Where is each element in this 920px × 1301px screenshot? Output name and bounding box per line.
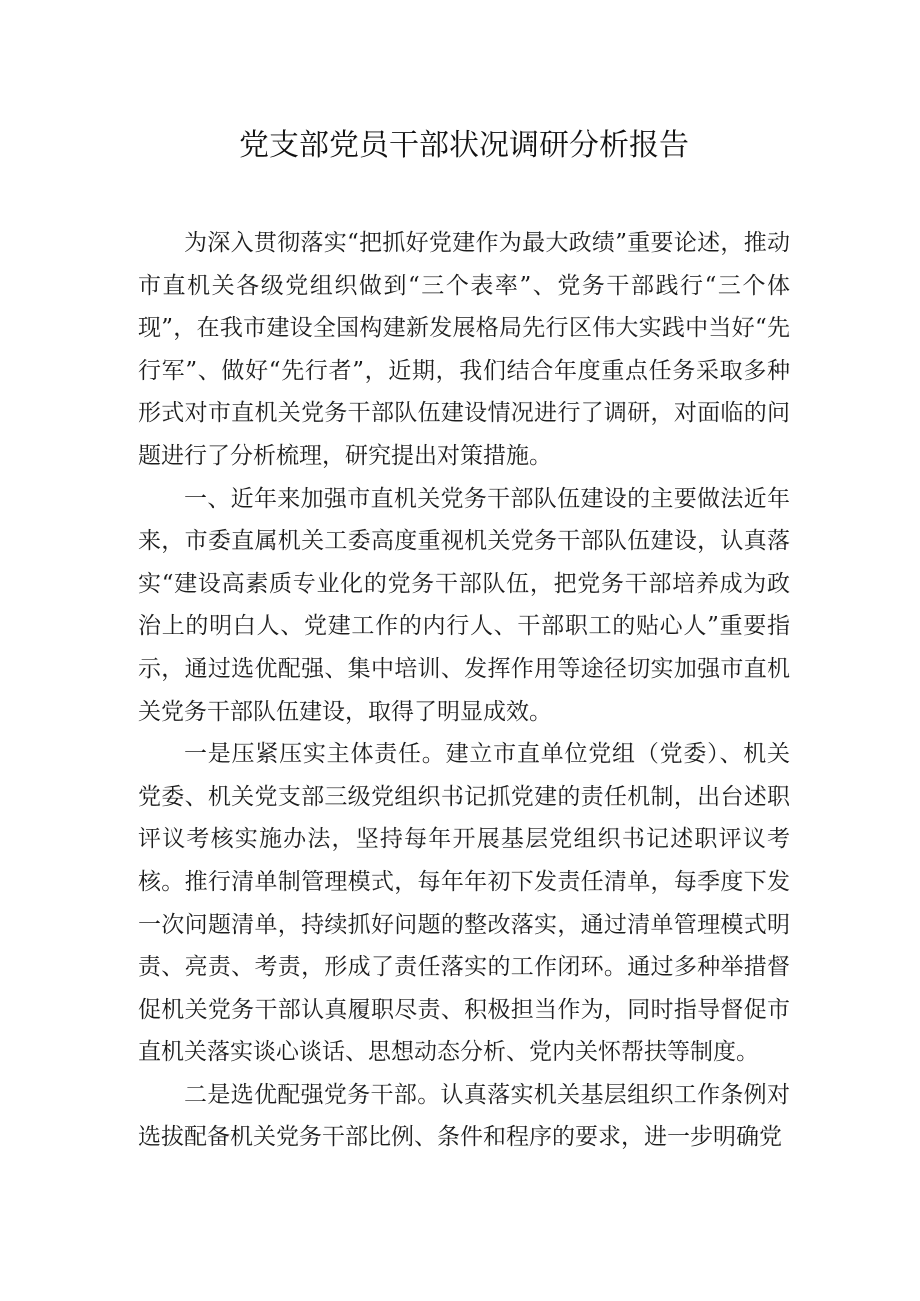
paragraph-intro: 为深入贯彻落实“把抓好党建作为最大政绩”重要论述，推动市直机关各级党组织做到“三个表率”、党务干部践行“三个体现”，在我市建设全国构建新发展格局先行区伟大实践中当好“先行军”、做好“先行者”，近期，我们结合年度重点任务采取多种形式对市直机关党务干部队伍建设情况进行了调研，对面临的问题进行了分析梳理，研究提出对策措施。 bbox=[138, 230, 790, 469]
paragraph-cadre-selection: 二是选优配强党务干部。认真落实机关基层组织工作条例对选拔配备机关党务干部比例、条件和程序的要求，进一步明确党 bbox=[138, 1081, 790, 1151]
paragraph-responsibility: 一是压紧压实主体责任。建立市直单位党组（党委）、机关党委、机关党支部三级党组织书记抓党建的责任机制，出台述职评议考核实施办法，坚持每年开展基层党组织书记述职评议考核。推行清单制管理模式，每年年初下发责任清单，每季度下发一次问题清单，持续抓好问题的整改落实，通过清单管理模式明责、亮责、考责，形成了责任落实的工作闭环。通过多种举措督促机关党务干部认真履职尽责、积极担当作为，同时指导督促市直机关落实谈心谈话、思想动态分析、党内关怀帮扶等制度。 bbox=[138, 741, 790, 1066]
document-title: 党支部党员干部状况调研分析报告 bbox=[239, 128, 689, 163]
paragraph-section-one: 一、近年来加强市直机关党务干部队伍建设的主要做法近年来，市委直属机关工委高度重视机关党务干部队伍建设，认真落实“建设高素质专业化的党务干部队伍，把党务干部培养成为政治上的明白人、党建工作的内行人、干部职工的贴心人”重要指示，通过选优配强、集中培训、发挥作用等途径切实加强市直机关党务干部队伍建设，取得了明显成效。 bbox=[138, 485, 790, 725]
document-body bbox=[138, 222, 790, 1159]
